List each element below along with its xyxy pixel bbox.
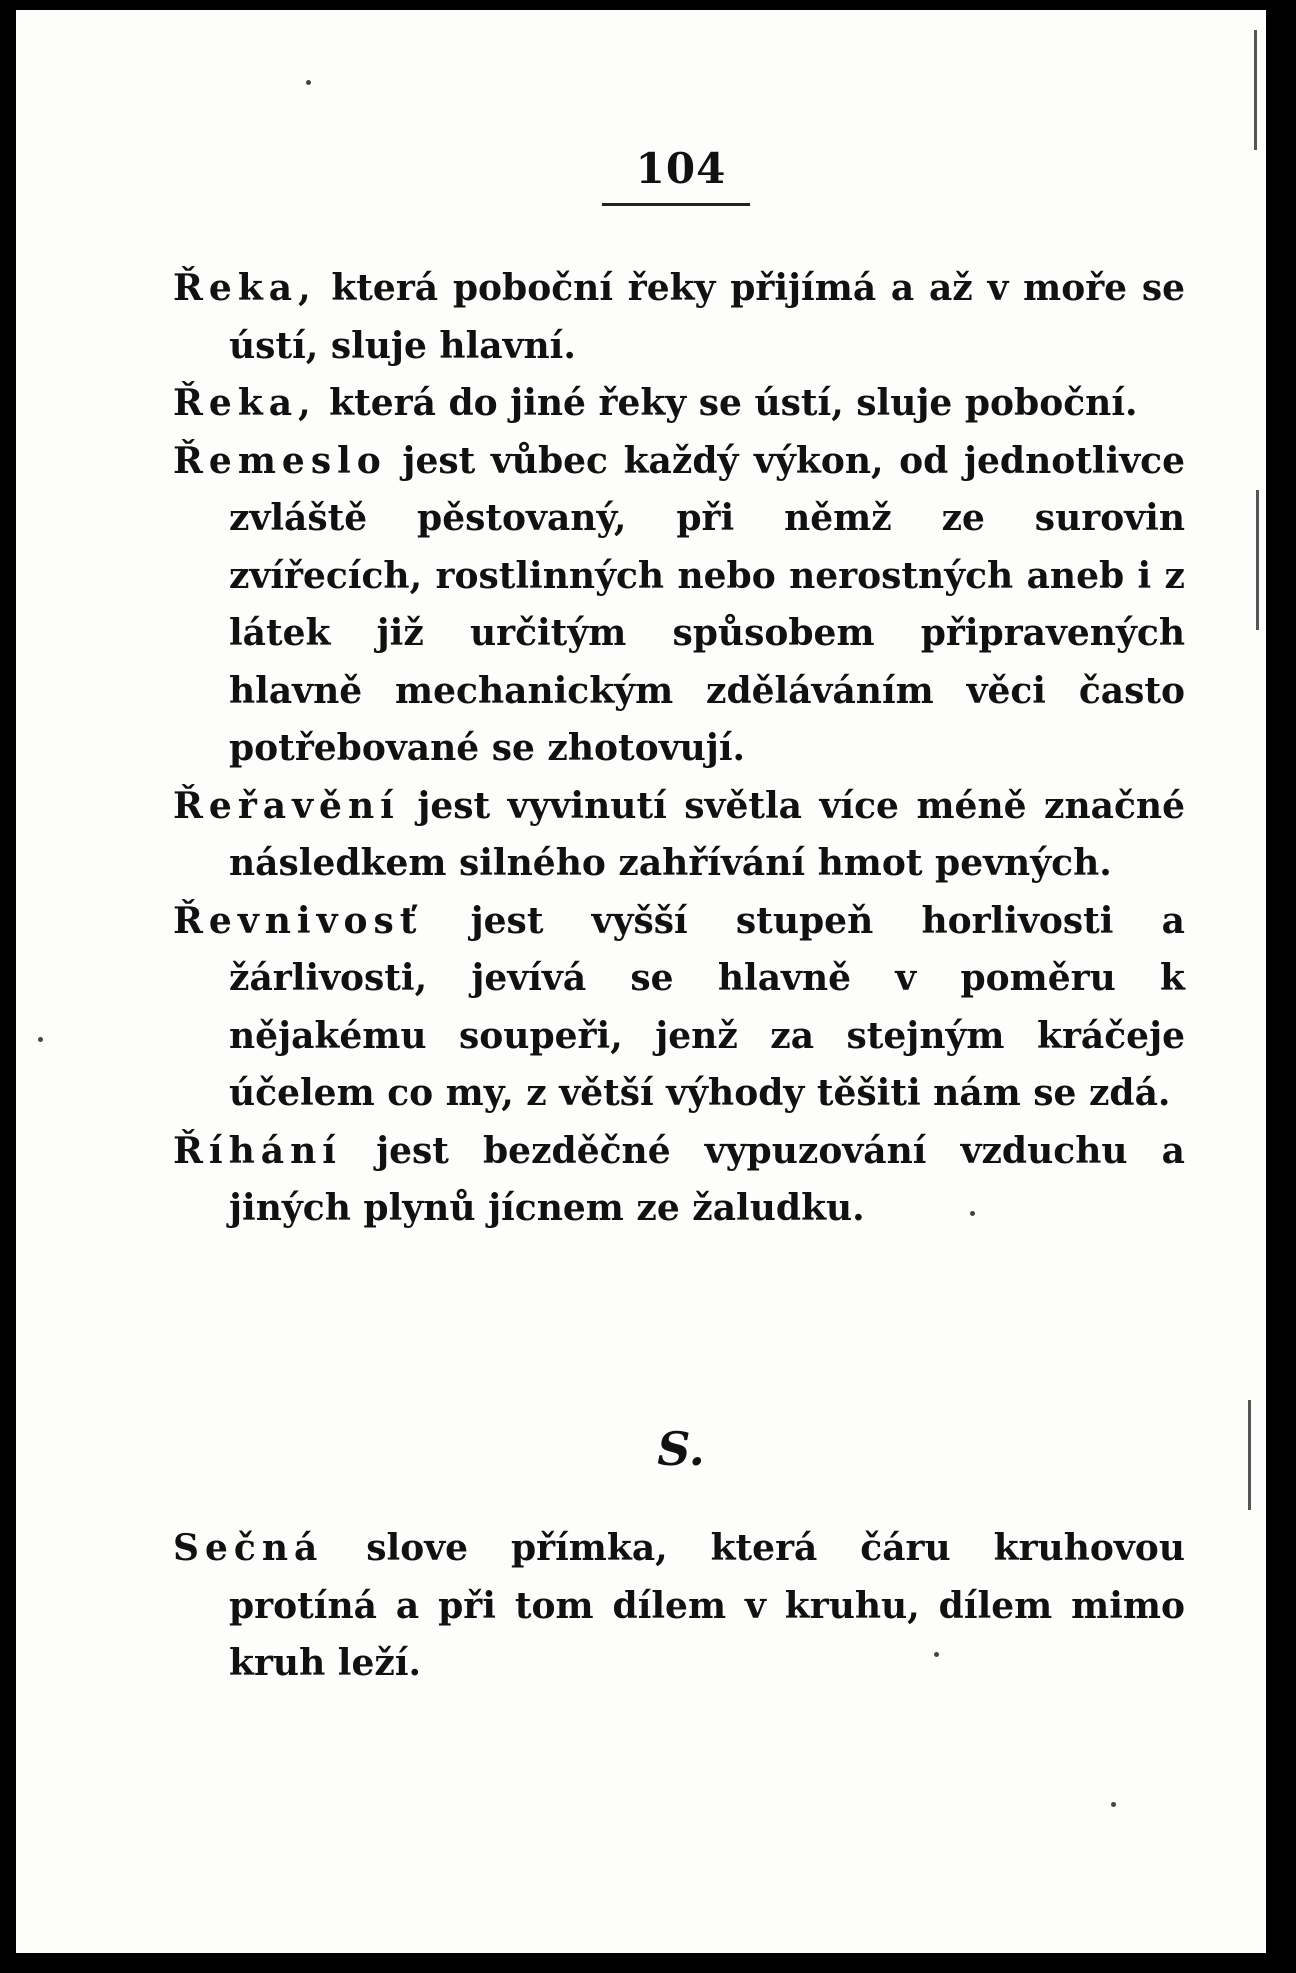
entry-list-r xyxy=(173,260,1185,1238)
scan-edge-mark xyxy=(1248,1400,1251,1510)
dictionary-entry xyxy=(173,260,1185,375)
scan-speck xyxy=(306,80,311,85)
page-number-underline xyxy=(602,203,750,206)
entry-term: Říhání xyxy=(173,1129,342,1172)
scan-speck xyxy=(970,1211,975,1216)
entry-term: Řeka, xyxy=(173,267,317,309)
entry-term: Řeřavění xyxy=(173,784,400,827)
scan-speck xyxy=(38,1037,43,1042)
entry-definition: jest vyvinutí světla více méně značné následkem silného zahřívání hmot pevných. xyxy=(229,784,1185,884)
entry-definition: jest bezděčné vypuzování vzduchu a jiných plynů jícnem ze žaludku. xyxy=(229,1129,1185,1229)
entry-term: Řemeslo xyxy=(173,439,387,482)
scan-edge-mark xyxy=(1256,490,1259,630)
entry-list-s xyxy=(173,1520,1185,1693)
page-number: 104 xyxy=(635,144,727,193)
scan-speck xyxy=(934,1652,939,1657)
entry-definition: jest vyšší stupeň horlivosti a žárlivosti, jevívá se hlavně v poměru k nějakému soupeři, jenž za stejným kráčeje účelem co my, z větší výhody těšiti nám se zdá. xyxy=(229,899,1185,1114)
entry-definition: která poboční řeky přijímá a až v moře se ústí, sluje hlavní. xyxy=(229,267,1185,367)
entry-term: Řevnivosť xyxy=(173,899,423,942)
entry-term: Řeka, xyxy=(173,382,317,424)
entry-term: Sečná xyxy=(173,1527,324,1569)
entry-definition: jest vůbec každý výkon, od jednotlivce zvláště pěstovaný, při němž ze surovin zvířecích, rostlinných nebo nerostných aneb i z látek již určitým spůsobem připravených hlavně mechanickým zděláváním věci často potřebované se zhotovují. xyxy=(229,439,1185,769)
dictionary-entry xyxy=(173,1520,1185,1693)
dictionary-entry xyxy=(173,375,1185,433)
scan-edge-mark xyxy=(1254,30,1257,150)
dictionary-entry xyxy=(173,1123,1185,1238)
entry-definition: která do jiné řeky se ústí, sluje poboční. xyxy=(316,382,1138,424)
section-heading: S. xyxy=(657,1422,705,1476)
book-page xyxy=(16,10,1266,1953)
scan-speck xyxy=(1111,1802,1116,1807)
dictionary-entry xyxy=(173,433,1185,778)
dictionary-entry xyxy=(173,893,1185,1123)
dictionary-entry xyxy=(173,778,1185,893)
entry-definition: slove přímka, která čáru kruhovou protíná a při tom dílem v kruhu, dílem mimo kruh leží. xyxy=(229,1527,1185,1684)
